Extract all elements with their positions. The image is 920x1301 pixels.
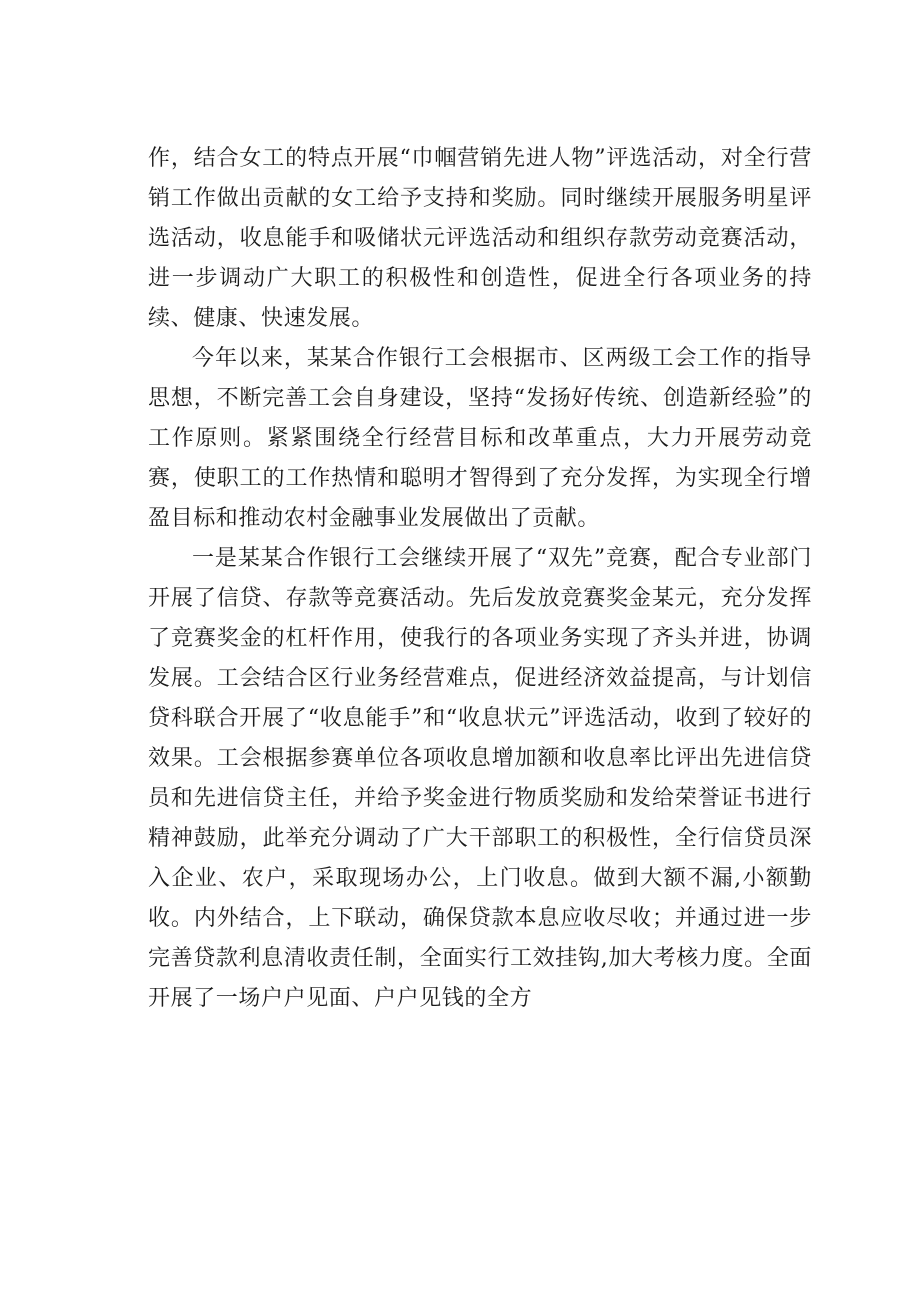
paragraph-competition-details: 一是某某合作银行工会继续开展了“双先”竞赛，配合专业部门开展了信贷、存款等竞赛活动。先后发放竞赛奖金某元，充分发挥了竞赛奖金的杠杆作用，使我行的各项业务实现了齐头并进，协调发展。工会结合区行业务经营难点，促进经济效益提高，与计划信贷科联合开展了“收息能手”和“收息状元”评选活动，收到了较好的效果。工会根据参赛单位各项收息增加额和收息率比评出先进信贷员和先进信贷主任，并给予奖金进行物质奖励和发给荣誉证书进行精神鼓励，此举充分调动了广大干部职工的积极性，全行信贷员深入企业、农户，采取现场办公，上门收息。做到大额不漏,小额勤收。内外结合，上下联动，确保贷款本息应收尽收；并通过进一步完善贷款利息清收责任制，全面实行工效挂钩,加大考核力度。全面开展了一场户户见面、户户见钱的全方 [148, 546, 812, 1011]
paragraph-union-overview: 今年以来，某某合作银行工会根据市、区两级工会工作的指导思想，不断完善工会自身建设，坚持“发扬好传统、创造新经验”的工作原则。紧紧围绕全行经营目标和改革重点，大力开展劳动竞赛，使职工的工作热情和聪明才智得到了充分发挥，为实现全行增盈目标和推动农村金融事业发展做出了贡献。 [148, 346, 812, 531]
paragraph-continuation: 作，结合女工的特点开展“巾帼营销先进人物”评选活动，对全行营销工作做出贡献的女工给予支持和奖励。同时继续开展服务明星评选活动，收息能手和吸储状元评选活动和组织存款劳动竞赛活动，进一步调动广大职工的积极性和创造性，促进全行各项业务的持续、健康、快速发展。 [148, 146, 812, 331]
document-body [148, 139, 812, 1019]
